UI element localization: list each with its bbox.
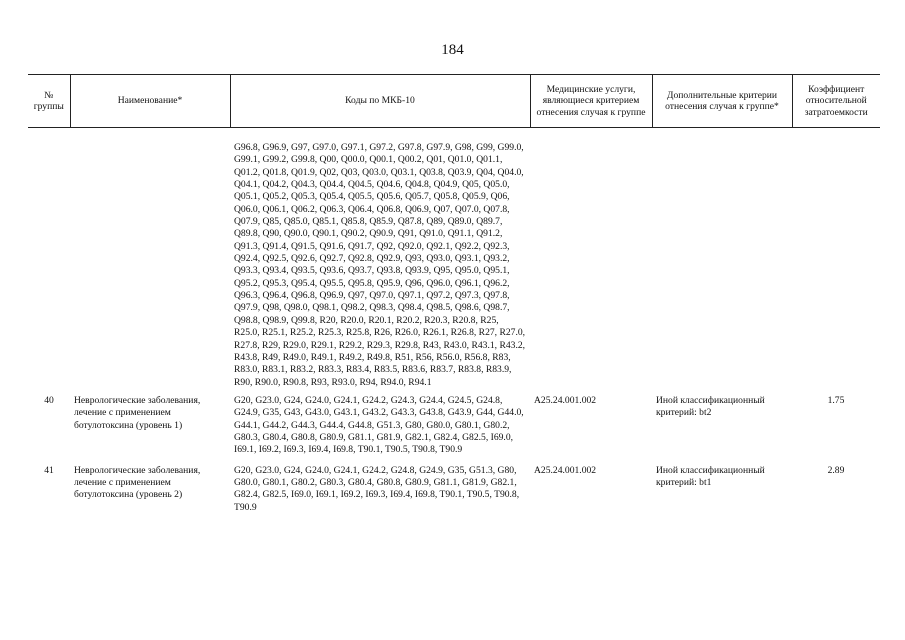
cost-coefficient: 1.75: [827, 394, 845, 406]
cost-coefficient: 2.89: [827, 464, 845, 476]
table-header: [28, 75, 880, 128]
additional-criteria: Иной классификационный критерий: bt2: [656, 394, 765, 419]
header-name: Наименование*: [70, 75, 230, 128]
drg-table: [28, 74, 880, 519]
page-number: 184: [441, 42, 464, 58]
header-cost-coefficient: Коэффициент относительной затратоемкости: [792, 75, 880, 128]
additional-criteria: Иной классификационный критерий: bt1: [656, 464, 765, 488]
icd-codes: G96.8, G96.9, G97, G97.0, G97.1, G97.2, G97.8, G97.9, G98, G99, G99.0, G99.1, G99.2, G99.8, Q00, Q00.0, Q00.1, Q00.2, Q01, Q01.0, Q01.1, Q01.2, Q01.8, Q01.9, Q02, Q03, Q03.0, Q03.1, Q03.8, Q03.9, Q04, Q04.0, Q04.1, Q04.2, Q04.3, Q04.4, Q04.5, Q04.6, Q04.8, Q04.9, Q05, Q05.0, Q05.1, Q05.2, Q05.3, Q05.4, Q05.5, Q05.6, Q05.7, Q05.8, Q05.9, Q06, Q06.0, Q06.1, Q06.2, Q06.3, Q06.4, Q06.8, Q06.9, Q07, Q07.0, Q07.8, Q07.9, Q85, Q85.0, Q85.1, Q85.8, Q85.9, Q87.8, Q89, Q89.0, Q89.7, Q89.8, Q90, Q90.0, Q90.1, Q90.2, Q90.9, Q91, Q91.0, Q91.1, Q91.2, Q91.3, Q91.4, Q91.5, Q91.6, Q91.7, Q92, Q92.0, Q92.1, Q92.2, Q92.3, Q92.4, Q92.5, Q92.6, Q92.7, Q92.8, Q92.9, Q93, Q93.0, Q93.1, Q93.2, Q93.3, Q93.4, Q93.5, Q93.6, Q93.7, Q93.8, Q93.9, Q95, Q95.0, Q95.1, Q95.2, Q95.3, Q95.4, Q95.5, Q95.8, Q95.9, Q96, Q96.0, Q96.1, Q96.2, Q96.3, Q96.4, Q96.8, Q96.9, Q97, Q97.0, Q97.1, Q97.2, Q97.3, Q97.8, Q97.9, Q98, Q98.0, Q98.1, Q98.2, Q98.3, Q98.4, Q98.5, Q98.6, Q98.7, Q98.8, Q98.9, Q99.8, R20, R20.0, R20.1, R20.2, R20.3, R20.8, R25, R25.0, R25.1, R25.2, R25.3, R25.8, R26, R26.0, R26.1, R26.8, R27, R27.0, R27.8, R29, R29.0, R29.1, R29.2, R29.3, R29.8, R43, R43.0, R43.1, R43.2, R43.8, R49, R49.0, R49.1, R49.2, R49.8, R51, R56, R56.0, R56.8, R83, R83.0, R83.1, R83.2, R83.3, R83.4, R83.5, R83.6, R83.7, R83.8, R83.9, R90, R90.0, R90.8, R93, R93.0, R94, R94.0, R94.1: [234, 142, 526, 388]
medical-service: A25.24.001.002: [534, 464, 597, 476]
group-name: Неврологические заболевания, лечение с применением ботулотоксина (уровень 2): [74, 464, 201, 501]
medical-service: A25.24.001.002: [534, 394, 597, 406]
group-number: 40: [44, 394, 54, 406]
header-medical-services: Медицинские услуги, являющиеся критерием отнесения случая к группе: [530, 75, 652, 128]
icd-codes-cell: [230, 128, 530, 392]
table-row: [28, 392, 880, 462]
table-row-continuation: [28, 128, 880, 392]
header-group-number: № группы: [28, 75, 70, 128]
icd-codes: G20, G23.0, G24, G24.0, G24.1, G24.2, G24.8, G24.9, G35, G51.3, G80, G80.0, G80.1, G80.2, G80.3, G80.4, G80.8, G80.9, G81.1, G81.9, G82.1, G82.4, G82.5, I69.0, I69.1, I69.2, I69.3, I69.4, I69.8, T90.1, T90.5, T90.8, T90.9: [234, 464, 520, 513]
icd-codes: G20, G23.0, G24, G24.0, G24.1, G24.2, G24.3, G24.4, G24.5, G24.8, G24.9, G35, G43, G43.0, G43.1, G43.2, G43.3, G43.8, G43.9, G44, G44.0, G44.1, G44.2, G44.3, G44.4, G44.8, G51.3, G80, G80.0, G80.1, G80.2, G80.3, G80.4, G80.8, G80.9, G81.1, G81.9, G82.1, G82.4, G82.5, I69.0, I69.1, I69.2, I69.3, I69.4, I69.8, T90.1, T90.5, T90.8, T90.9: [234, 394, 524, 456]
table-row: [28, 462, 880, 519]
group-name: Неврологические заболевания, лечение с применением ботулотоксина (уровень 1): [74, 394, 201, 431]
header-additional-criteria: Дополнительные критерии отнесения случая к группе*: [652, 75, 792, 128]
group-number: 41: [44, 464, 54, 476]
header-icd-codes: Коды по МКБ-10: [230, 75, 530, 128]
